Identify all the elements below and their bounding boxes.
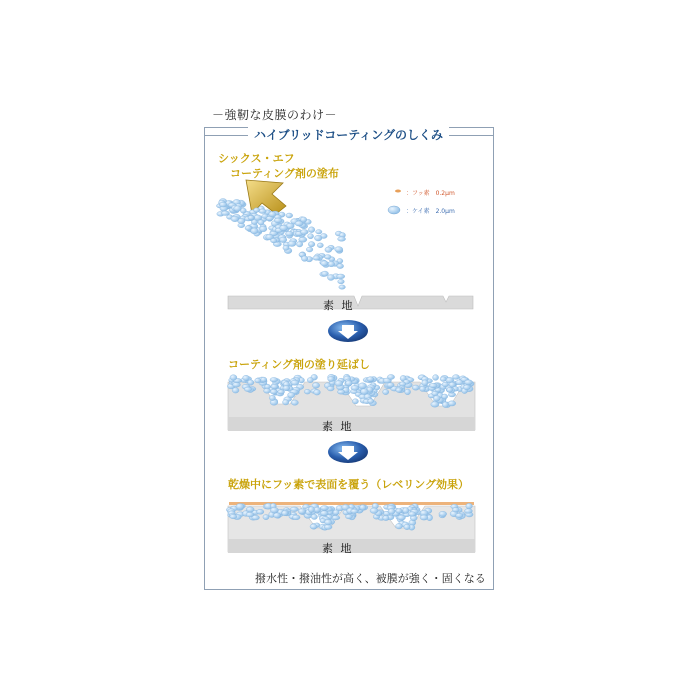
silicon-particle — [263, 515, 269, 520]
silicon-particle — [264, 388, 271, 393]
silicon-particle — [314, 390, 321, 396]
silicon-particle — [399, 382, 406, 386]
silicon-particle — [456, 513, 463, 518]
silicon-particle — [345, 381, 352, 386]
silicon-particle — [337, 274, 345, 279]
silicon-particle — [338, 279, 345, 284]
silicon-particle — [442, 402, 448, 408]
silicon-particle — [370, 508, 378, 514]
step2-label: コーティング剤の塗り延ばし — [228, 358, 370, 371]
silicon-particle — [307, 378, 313, 383]
silicon-particle — [335, 247, 343, 252]
step3-label: 乾燥中にフッ素で表面を覆う（レベリング効果） — [228, 478, 470, 491]
silicon-particle — [248, 215, 254, 220]
silicon-particle — [286, 213, 293, 218]
silicon-particle — [324, 255, 331, 260]
silicon-particle — [308, 234, 314, 239]
silicon-particle — [466, 503, 473, 509]
silicon-particle — [283, 386, 290, 391]
silicon-particle — [429, 383, 437, 387]
silicon-particle — [345, 514, 352, 519]
silicon-particle — [270, 507, 278, 513]
silicon-particle — [271, 238, 277, 243]
silicon-particle — [314, 507, 321, 512]
silicon-particle — [270, 378, 278, 382]
silicon-particle — [311, 514, 317, 519]
silicon-particle — [420, 386, 426, 391]
silicon-particle — [243, 375, 250, 380]
silicon-particle — [327, 275, 334, 281]
silicon-particle — [322, 271, 329, 276]
silicon-particle — [219, 202, 226, 207]
silicon-particle — [449, 382, 456, 387]
silicon-particle — [296, 241, 302, 247]
silicon-particle — [230, 375, 237, 381]
silicon-particle — [320, 506, 328, 511]
silicon-particle — [453, 375, 460, 380]
silicon-particle — [361, 389, 369, 395]
silicon-particle — [448, 401, 456, 406]
silicon-particle — [324, 525, 332, 530]
silicon-particle — [387, 375, 394, 380]
silicon-particle — [310, 524, 317, 529]
silicon-particle — [316, 230, 322, 234]
silicon-particle — [351, 385, 359, 390]
silicon-particle — [308, 227, 314, 233]
silicon-particle — [260, 226, 267, 232]
silicon-particle — [285, 231, 293, 236]
silicon-particle — [283, 245, 289, 250]
silicon-particle — [431, 402, 439, 408]
silicon-particle — [313, 256, 321, 261]
silicon-particle — [432, 391, 439, 396]
silicon-particle — [288, 392, 295, 398]
silicon-particle — [306, 247, 313, 252]
silicon-particle — [324, 519, 332, 525]
silicon-particle — [337, 264, 344, 269]
silicon-particle — [321, 261, 329, 266]
substrate-label: 素 地 — [323, 299, 355, 312]
silicon-particle — [320, 511, 328, 516]
silicon-particle — [231, 216, 239, 222]
silicon-particle — [280, 225, 288, 231]
silicon-particle — [396, 509, 402, 514]
silicon-particle — [257, 509, 264, 514]
silicon-particle — [234, 206, 242, 212]
silicon-particle — [440, 377, 446, 382]
silicon-particle — [278, 390, 285, 394]
silicon-particle — [300, 230, 308, 235]
silicon-particle — [298, 509, 305, 515]
silicon-particle — [452, 508, 459, 513]
silicon-particle — [463, 385, 470, 390]
silicon-particle — [433, 395, 440, 401]
silicon-particle — [412, 385, 419, 390]
silicon-particle — [396, 523, 403, 529]
silicon-particle — [352, 399, 358, 404]
silicon-particle — [405, 389, 411, 395]
substrate-label: 素 地 — [322, 542, 354, 555]
silicon-particle — [433, 375, 439, 381]
silicon-particle — [358, 383, 366, 389]
silicon-particle — [255, 378, 261, 383]
silicon-particle — [246, 512, 254, 517]
page-title: －強靭な皮膜のわけ－ — [212, 108, 338, 122]
silicon-particle — [274, 218, 282, 223]
silicon-particle — [288, 241, 296, 247]
silicon-particle — [325, 247, 332, 253]
silicon-particle — [351, 509, 359, 513]
silicon-particle — [388, 509, 395, 515]
silicon-particle — [269, 395, 275, 400]
down-arrow-icon — [328, 441, 368, 463]
silicon-particle — [283, 400, 289, 405]
silicon-particle — [314, 235, 322, 241]
silicon-particle — [333, 510, 339, 515]
silicon-particle — [464, 380, 472, 385]
silicon-particle — [422, 380, 428, 386]
silicon-particle — [279, 237, 286, 243]
silicon-particle — [292, 515, 300, 520]
down-arrow-icon — [328, 320, 368, 342]
silicon-particle — [312, 383, 319, 389]
step1-label-line1: シックス・エフ — [218, 152, 295, 165]
silicon-particle — [403, 508, 409, 514]
silicon-particle — [387, 383, 394, 388]
step1-label-line2: コーティング剤の塗布 — [230, 167, 339, 180]
silicon-particle — [304, 389, 310, 394]
silicon-particle — [308, 242, 315, 247]
silicon-particle — [232, 388, 239, 394]
silicon-particle — [335, 380, 343, 386]
silicon-legend-icon — [388, 206, 400, 214]
silicon-particle — [409, 512, 416, 517]
silicon-particle — [327, 386, 334, 391]
silicon-particle — [282, 510, 288, 515]
silicon-particle — [420, 515, 428, 520]
silicon-particle — [230, 514, 237, 518]
silicon-particle — [301, 256, 307, 262]
silicon-particle — [308, 507, 314, 513]
silicon-particle — [383, 389, 389, 394]
silicon-particle — [251, 228, 259, 234]
silicon-particle — [367, 377, 374, 382]
silicon-particle — [328, 261, 335, 267]
silicon-particle — [464, 509, 472, 514]
silicon-particle — [328, 376, 335, 381]
silicon-particle — [248, 380, 254, 385]
silicon-particle — [261, 377, 267, 382]
fluorine-legend-icon — [395, 190, 401, 193]
pour-arrow-icon — [246, 180, 286, 214]
diagram-subtitle: ハイブリッドコーティングのしくみ — [248, 126, 449, 143]
silicon-particle — [291, 380, 299, 385]
silicon-particle — [300, 217, 306, 222]
silicon-particle — [290, 507, 298, 512]
legend-fluorine-text: ：フッ素 0.2μm — [406, 190, 455, 197]
silicon-particle — [338, 237, 346, 242]
silicon-particle — [244, 387, 252, 392]
silicon-particle — [254, 208, 260, 213]
substrate-label: 素 地 — [322, 420, 354, 433]
silicon-particle — [439, 511, 447, 516]
silicon-particle — [221, 211, 229, 216]
silicon-particle — [337, 390, 345, 395]
silicon-particle — [269, 212, 276, 217]
legend-silicon-text: ：ケイ素 2.0μm — [406, 208, 455, 215]
silicon-particle — [291, 400, 298, 405]
silicon-particle — [383, 515, 389, 520]
silicon-particle — [404, 524, 410, 530]
silicon-particle — [258, 220, 264, 225]
result-caption: 撥水性・撥油性が高く、被膜が強く・固くなる — [255, 572, 486, 585]
silicon-particle — [398, 515, 406, 520]
silicon-particle — [236, 504, 244, 510]
silicon-particle — [339, 285, 346, 289]
silicon-particle — [447, 387, 453, 392]
silicon-particle — [396, 388, 402, 393]
silicon-particle — [360, 505, 366, 511]
silicon-particle — [273, 513, 280, 518]
silicon-particle — [271, 384, 278, 389]
silicon-particle — [233, 382, 241, 387]
silicon-particle — [368, 399, 374, 404]
silicon-particle — [317, 243, 323, 248]
